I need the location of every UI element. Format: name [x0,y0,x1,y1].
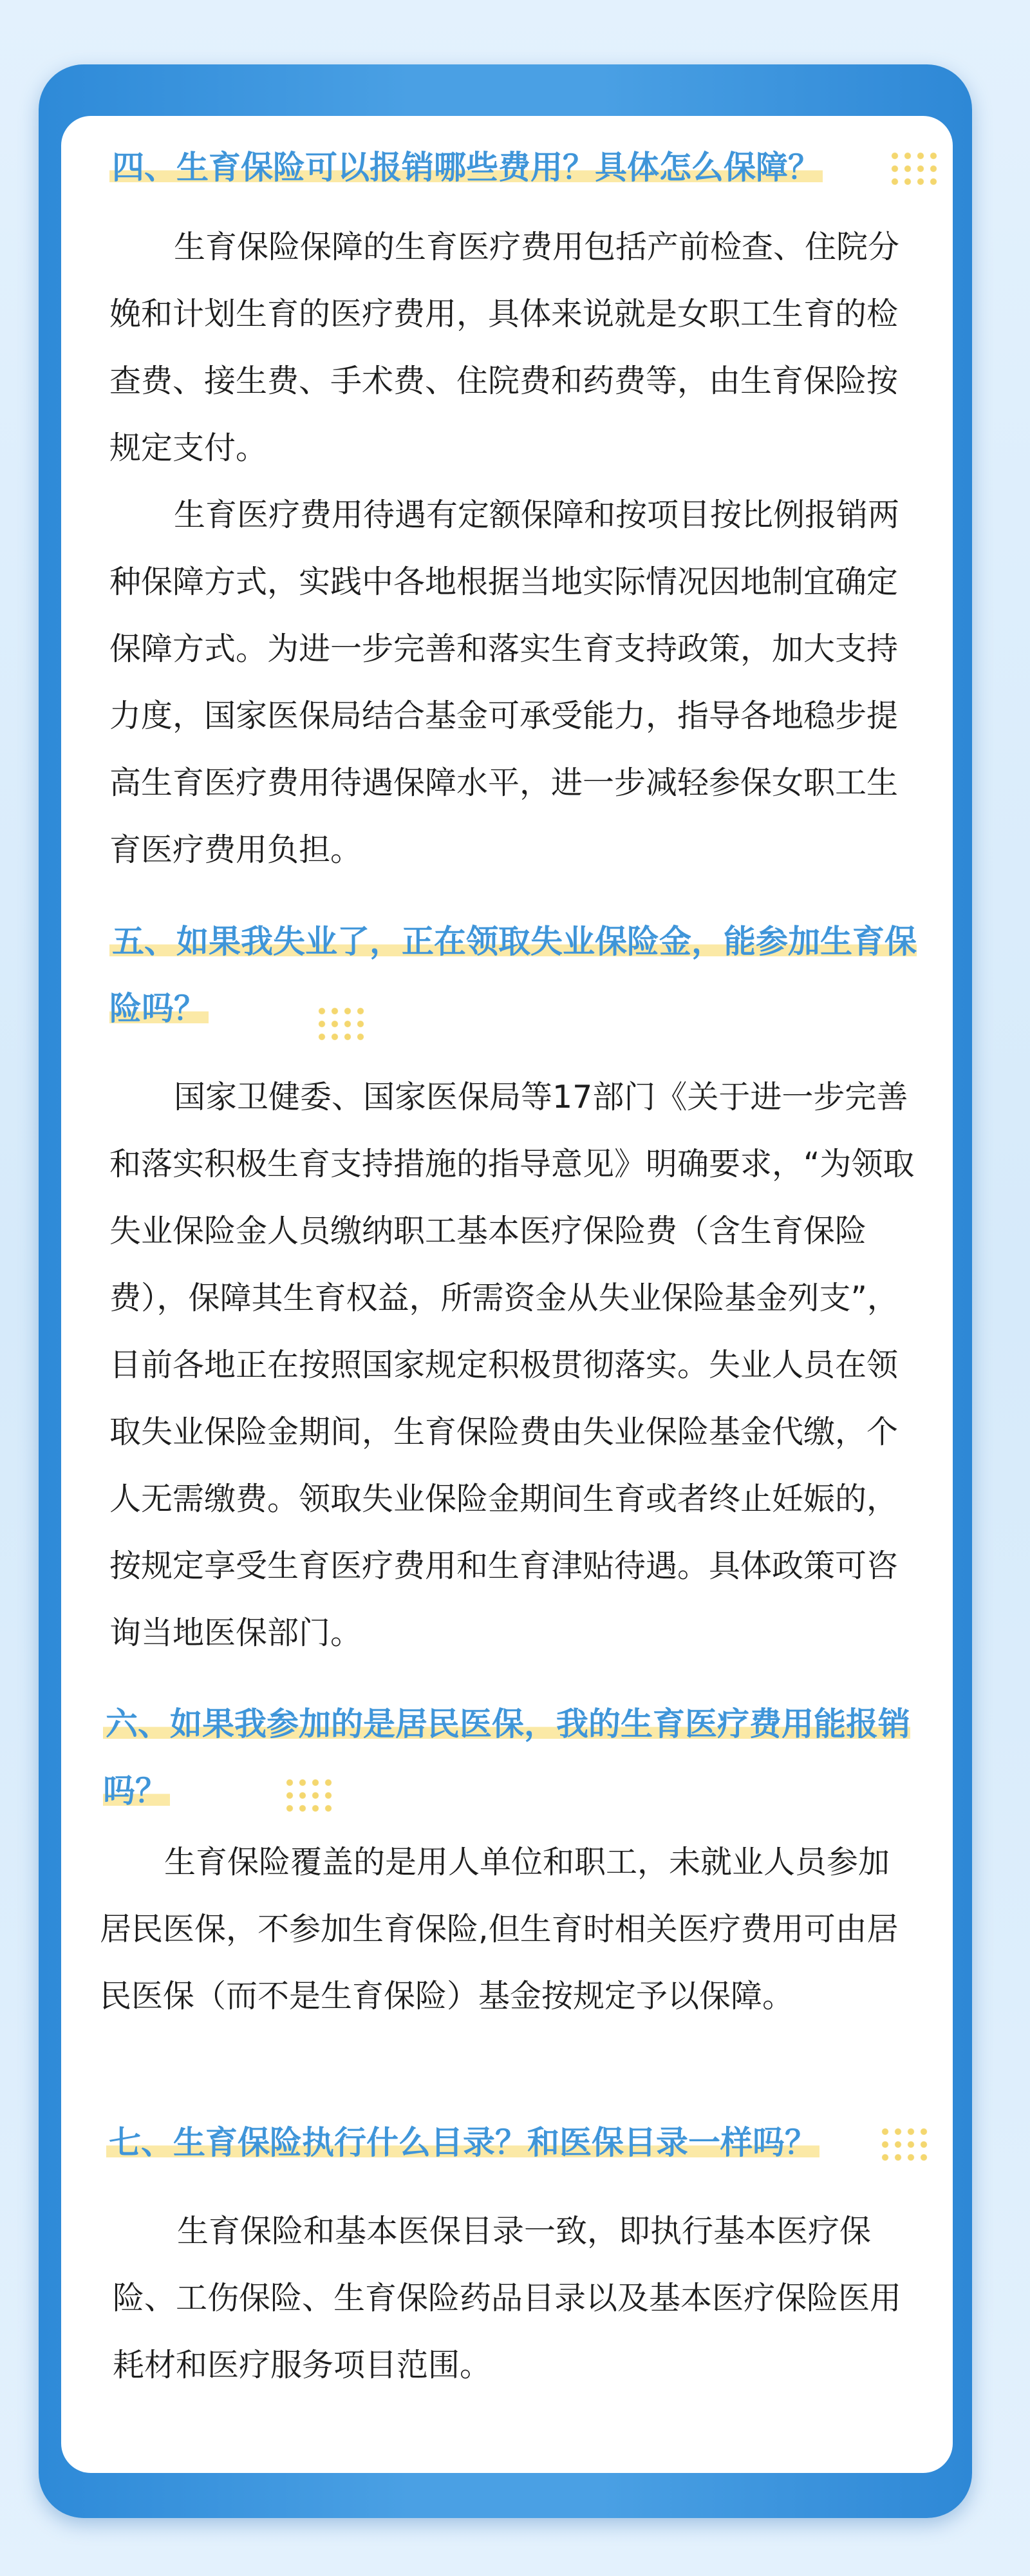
section-heading-6 [103,1690,914,1824]
decorative-dots [888,149,940,185]
section-4-paragraph-2: 生育医疗费用待遇有定额保障和按项目按比例报销两种保障方式，实践中各地根据当地实际情况因地制宜确定保障方式。为进一步完善和落实生育支持政策，加大支持力度，国家医保局结合基金可承受能力，指导各地稳步提高生育医疗费用待遇保障水平，进一步减轻参保女职工生育医疗费用负担。 [109,497,900,868]
section-heading-4-text: 四、生育保险可以报销哪些费用？具体怎么保障？ [109,149,823,186]
section-7-paragraph-1: 生育保险和基本医保目录一致，即执行基本医疗保险、工伤保险、生育保险药品目录以及基本医疗保险医用耗材和医疗服务项目范围。 [113,2213,902,2383]
decorative-dots [283,1776,335,1812]
section-6-paragraph-1: 生育保险覆盖的是用人单位和职工，未就业人员参加居民医保，不参加生育保险,但生育时相关医疗费用可由居民医保（而不是生育保险）基金按规定予以保障。 [100,1844,899,2014]
section-heading-5-text: 五、如果我失业了，正在领取失业保险金，能参加生育保险吗？ [109,923,917,1027]
section-heading-7 [106,2109,911,2176]
decorative-dots [879,2125,930,2161]
section-heading-6-text: 六、如果我参加的是居民医保，我的生育医疗费用能报销吗？ [103,1705,910,1810]
section-heading-4 [109,134,901,201]
decorative-dots [315,1005,367,1041]
section-5-paragraph-1: 国家卫健委、国家医保局等17部门《关于进一步完善和落实积极生育支持措施的指导意见》明确要求，“为领取失业保险金人员缴纳职工基本医疗保险费（含生育保险费），保障其生育权益，所需资金从失业保险基金列支”，目前各地正在按照国家规定积极贯彻落实。失业人员在领取失业保险金期间，生育保险费由失业保险基金代缴，个人无需缴费。领取失业保险金期间生育或者终止妊娠的，按规定享受生育医疗费用和生育津贴待遇。具体政策可咨询当地医保部门。 [109,1079,915,1651]
section-heading-5 [109,908,921,1042]
section-4-paragraph-1: 生育保险保障的生育医疗费用包括产前检查、住院分娩和计划生育的医疗费用，具体来说就是女职工生育的检查费、接生费、手术费、住院费和药费等，由生育保险按规定支付。 [109,229,900,466]
section-heading-7-text: 七、生育保险执行什么目录？和医保目录一样吗？ [106,2124,819,2161]
